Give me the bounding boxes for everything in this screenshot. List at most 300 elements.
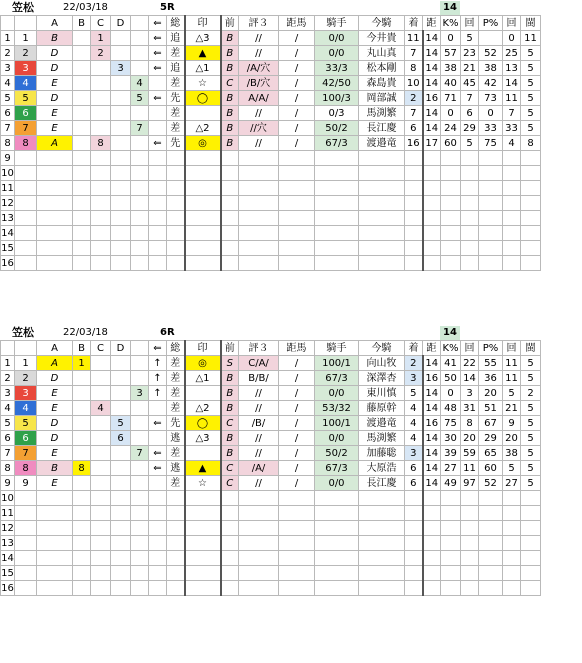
kai2-cell: 9 <box>503 416 521 431</box>
rank-a-cell: D <box>37 416 73 431</box>
jockey-stat-cell: 50/2 <box>315 446 359 461</box>
table-row[interactable] <box>1 551 541 566</box>
gate-number: 2 <box>15 46 37 61</box>
table-row[interactable] <box>1 386 541 401</box>
empty-cell <box>239 196 279 211</box>
rank-d-cell <box>111 356 131 371</box>
empty-cell <box>461 226 479 241</box>
header-cell: 距 <box>423 341 441 356</box>
jockey-name-cell: 岡部誠 <box>359 91 405 106</box>
interval-cell: 5 <box>521 476 541 491</box>
header-cell <box>131 341 149 356</box>
empty-cell <box>111 536 131 551</box>
p-percent-cell: 20 <box>479 386 503 401</box>
k-percent-cell: 0 <box>441 386 461 401</box>
row-number: 8 <box>1 136 15 151</box>
row-number: 8 <box>1 461 15 476</box>
header-row <box>1 341 541 356</box>
distance-horse-cell: / <box>279 106 315 121</box>
table-row[interactable] <box>1 446 541 461</box>
empty-cell <box>239 521 279 536</box>
p-percent-cell: 52 <box>479 476 503 491</box>
empty-cell <box>423 581 441 596</box>
rank-e-cell <box>131 416 149 431</box>
header-cell: C <box>91 341 111 356</box>
table-row[interactable] <box>1 256 541 271</box>
finish-cell: 8 <box>405 61 423 76</box>
distance-horse-cell: / <box>279 91 315 106</box>
interval-cell: 5 <box>521 91 541 106</box>
gate-number: 6 <box>15 431 37 446</box>
gate-number: 7 <box>15 121 37 136</box>
header-cell <box>131 16 149 31</box>
table-row[interactable] <box>1 581 541 596</box>
table-row[interactable] <box>1 416 541 431</box>
finish-cell: 3 <box>405 371 423 386</box>
rating-cell: //穴 <box>239 121 279 136</box>
jockey-name-cell: 馬渕繁 <box>359 106 405 121</box>
rating-cell: A/A/ <box>239 91 279 106</box>
empty-cell <box>73 256 91 271</box>
table-row[interactable] <box>1 566 541 581</box>
distance-cell: 14 <box>423 61 441 76</box>
kai-cell: 3 <box>461 386 479 401</box>
empty-cell <box>423 241 441 256</box>
empty-cell <box>167 536 185 551</box>
kai-cell: 11 <box>461 461 479 476</box>
empty-cell <box>131 226 149 241</box>
empty-cell <box>441 226 461 241</box>
prev-grade-cell: S <box>221 356 239 371</box>
empty-cell <box>279 226 315 241</box>
empty-cell <box>15 521 37 536</box>
distance-cell: 14 <box>423 31 441 46</box>
empty-cell <box>185 506 221 521</box>
rank-a-cell: A <box>37 136 73 151</box>
header-cell: 総 <box>167 16 185 31</box>
empty-cell <box>279 551 315 566</box>
distance-cell: 16 <box>423 371 441 386</box>
row-number: 3 <box>1 386 15 401</box>
empty-cell <box>167 196 185 211</box>
empty-cell <box>131 241 149 256</box>
empty-cell <box>423 226 441 241</box>
empty-cell <box>359 241 405 256</box>
finish-cell: 5 <box>405 386 423 401</box>
table-row[interactable] <box>1 181 541 196</box>
header-cell: 今騎 <box>359 341 405 356</box>
table-row[interactable] <box>1 461 541 476</box>
empty-cell <box>405 521 423 536</box>
empty-cell <box>185 521 221 536</box>
empty-cell <box>149 196 167 211</box>
empty-cell <box>15 551 37 566</box>
empty-cell <box>37 551 73 566</box>
table-row[interactable] <box>1 61 541 76</box>
empty-cell <box>503 506 521 521</box>
p-percent-cell: 75 <box>479 136 503 151</box>
empty-cell <box>521 196 541 211</box>
empty-cell <box>279 166 315 181</box>
empty-cell <box>359 536 405 551</box>
rank-b-cell <box>73 76 91 91</box>
header-cell: 回 <box>503 16 521 31</box>
distance-horse-cell: / <box>279 371 315 386</box>
empty-cell <box>37 566 73 581</box>
table-row[interactable] <box>1 31 541 46</box>
rank-c-cell <box>91 386 111 401</box>
kai2-cell: 5 <box>503 386 521 401</box>
header-cell: 閩 <box>521 341 541 356</box>
empty-cell <box>521 506 541 521</box>
empty-cell <box>503 521 521 536</box>
style-cell: 追 <box>167 61 185 76</box>
style-cell: 先 <box>167 136 185 151</box>
arrow-cell: ⇐ <box>149 461 167 476</box>
kai-cell: 59 <box>461 446 479 461</box>
row-number: 4 <box>1 401 15 416</box>
row-number: 6 <box>1 106 15 121</box>
empty-cell <box>73 581 91 596</box>
rank-d-cell <box>111 136 131 151</box>
table-row[interactable] <box>1 121 541 136</box>
table-row[interactable] <box>1 196 541 211</box>
empty-cell <box>503 536 521 551</box>
p-percent-cell: 60 <box>479 461 503 476</box>
kai-cell: 97 <box>461 476 479 491</box>
empty-cell <box>521 181 541 196</box>
rank-d-cell <box>111 46 131 61</box>
rank-d-cell <box>111 386 131 401</box>
empty-cell <box>91 196 111 211</box>
table-row[interactable] <box>1 491 541 506</box>
rating-cell: /B/穴 <box>239 76 279 91</box>
empty-cell <box>111 211 131 226</box>
empty-cell <box>91 166 111 181</box>
empty-cell <box>91 241 111 256</box>
finish-cell: 7 <box>405 46 423 61</box>
row-number: 11 <box>1 507 14 519</box>
table-row[interactable] <box>1 431 541 446</box>
interval-cell: 5 <box>521 416 541 431</box>
race-date: 22/03/18 <box>63 2 108 13</box>
table-row[interactable] <box>1 76 541 91</box>
kai-cell: 21 <box>461 61 479 76</box>
kai2-cell: 25 <box>503 46 521 61</box>
arrow-cell <box>149 106 167 121</box>
header-cell: 騎手 <box>315 341 359 356</box>
arrow-cell: ⇐ <box>149 61 167 76</box>
kai2-cell: 11 <box>503 371 521 386</box>
empty-cell <box>479 241 503 256</box>
empty-cell <box>15 491 37 506</box>
rank-d-cell <box>111 106 131 121</box>
arrow-cell: ⇐ <box>149 46 167 61</box>
empty-cell <box>37 491 73 506</box>
rank-b-cell <box>73 136 91 151</box>
empty-cell <box>37 166 73 181</box>
empty-cell <box>239 166 279 181</box>
empty-cell <box>221 166 239 181</box>
empty-cell <box>315 181 359 196</box>
empty-cell <box>503 196 521 211</box>
empty-cell <box>441 551 461 566</box>
rank-d-cell <box>111 446 131 461</box>
empty-cell <box>149 521 167 536</box>
empty-cell <box>315 256 359 271</box>
row-number: 14 <box>1 227 14 239</box>
rank-a-cell: D <box>37 46 73 61</box>
rank-a-cell: D <box>37 91 73 106</box>
finish-cell: 7 <box>405 106 423 121</box>
mark-cell: △2 <box>185 401 221 416</box>
p-percent-cell: 65 <box>479 446 503 461</box>
rank-e-cell <box>131 31 149 46</box>
rank-c-cell <box>91 461 111 476</box>
jockey-name-cell: 藤原幹 <box>359 401 405 416</box>
empty-cell <box>37 536 73 551</box>
empty-cell <box>521 491 541 506</box>
empty-cell <box>73 181 91 196</box>
table-row[interactable] <box>1 506 541 521</box>
empty-cell <box>15 151 37 166</box>
jockey-name-cell: 深澤杏 <box>359 371 405 386</box>
empty-cell <box>131 211 149 226</box>
header-cell: 回 <box>461 341 479 356</box>
empty-cell <box>91 226 111 241</box>
kai2-cell: 4 <box>503 136 521 151</box>
empty-cell <box>359 151 405 166</box>
prev-grade-cell: B <box>221 401 239 416</box>
rank-c-cell <box>91 76 111 91</box>
jockey-name-cell: 松本剛 <box>359 61 405 76</box>
distance-cell: 14 <box>423 461 441 476</box>
empty-cell <box>15 581 37 596</box>
empty-cell <box>423 551 441 566</box>
jockey-name-cell: 加藤聡 <box>359 446 405 461</box>
table-row[interactable] <box>1 91 541 106</box>
rank-e-cell <box>131 401 149 416</box>
table-row[interactable] <box>1 166 541 181</box>
kai-cell: 5 <box>461 31 479 46</box>
empty-cell <box>461 506 479 521</box>
k-percent-cell: 49 <box>441 476 461 491</box>
k-percent-cell: 0 <box>441 106 461 121</box>
empty-cell <box>73 211 91 226</box>
row-number: 10 <box>1 167 14 179</box>
jockey-stat-cell: 100/3 <box>315 91 359 106</box>
empty-cell <box>405 536 423 551</box>
finish-cell: 4 <box>405 416 423 431</box>
jockey-stat-cell: 67/3 <box>315 371 359 386</box>
empty-cell <box>279 581 315 596</box>
p-percent-cell: 51 <box>479 401 503 416</box>
distance-horse-cell: / <box>279 416 315 431</box>
rank-b-cell <box>73 401 91 416</box>
header-cell: D <box>111 16 131 31</box>
empty-cell <box>37 151 73 166</box>
empty-cell <box>521 256 541 271</box>
empty-cell <box>359 581 405 596</box>
empty-cell <box>185 166 221 181</box>
empty-cell <box>185 581 221 596</box>
empty-cell <box>503 551 521 566</box>
kai-cell: 20 <box>461 431 479 446</box>
arrow-cell <box>149 431 167 446</box>
jockey-stat-cell: 42/50 <box>315 76 359 91</box>
empty-cell <box>91 536 111 551</box>
rank-b-cell <box>73 431 91 446</box>
empty-cell <box>461 566 479 581</box>
p-percent-cell: 67 <box>479 416 503 431</box>
distance-horse-cell: / <box>279 476 315 491</box>
empty-cell <box>73 491 91 506</box>
arrow-cell <box>149 76 167 91</box>
empty-cell <box>167 241 185 256</box>
interval-cell: 5 <box>521 371 541 386</box>
empty-cell <box>315 506 359 521</box>
mark-cell: ☆ <box>185 76 221 91</box>
rank-c-cell <box>91 446 111 461</box>
empty-cell <box>405 166 423 181</box>
empty-cell <box>503 581 521 596</box>
empty-cell <box>167 211 185 226</box>
empty-cell <box>149 581 167 596</box>
gate-number: 8 <box>15 136 37 151</box>
prev-grade-cell: C <box>221 461 239 476</box>
empty-cell <box>15 566 37 581</box>
distance-horse-cell: / <box>279 431 315 446</box>
arrow-cell <box>149 401 167 416</box>
empty-cell <box>315 196 359 211</box>
table-row[interactable] <box>1 356 541 371</box>
empty-cell <box>461 166 479 181</box>
mark-cell <box>185 106 221 121</box>
empty-cell <box>479 211 503 226</box>
empty-cell <box>73 551 91 566</box>
distance-cell: 16 <box>423 91 441 106</box>
rank-b-cell <box>73 106 91 121</box>
rank-a-cell: B <box>37 31 73 46</box>
header-cell: 騎手 <box>315 16 359 31</box>
rank-e-cell <box>131 476 149 491</box>
rank-b-cell <box>73 91 91 106</box>
table-row[interactable] <box>1 151 541 166</box>
empty-cell <box>73 196 91 211</box>
jockey-stat-cell: 67/3 <box>315 461 359 476</box>
field-count: 14 <box>440 1 460 15</box>
row-number: 15 <box>1 567 14 579</box>
arrow-cell: ⇐ <box>149 446 167 461</box>
empty-cell <box>91 491 111 506</box>
finish-cell: 3 <box>405 446 423 461</box>
distance-cell: 14 <box>423 476 441 491</box>
gate-number: 9 <box>15 476 37 491</box>
empty-cell <box>521 241 541 256</box>
kai2-cell: 11 <box>503 91 521 106</box>
header-cell: K% <box>442 17 459 29</box>
empty-cell <box>185 181 221 196</box>
k-percent-cell: 41 <box>441 356 461 371</box>
distance-cell: 14 <box>423 446 441 461</box>
empty-cell <box>359 211 405 226</box>
empty-cell <box>423 256 441 271</box>
prev-grade-cell: B <box>221 121 239 136</box>
empty-cell <box>37 521 73 536</box>
empty-cell <box>91 551 111 566</box>
rank-b-cell: 1 <box>73 356 91 371</box>
empty-cell <box>441 506 461 521</box>
gate-number: 3 <box>15 386 37 401</box>
kai-cell: 7 <box>461 91 479 106</box>
rank-c-cell: 2 <box>91 46 111 61</box>
empty-cell <box>73 506 91 521</box>
empty-cell <box>167 551 185 566</box>
rank-e-cell <box>131 106 149 121</box>
empty-cell <box>239 491 279 506</box>
table-row[interactable] <box>1 371 541 386</box>
empty-cell <box>221 196 239 211</box>
jockey-name-cell: 馬渕繁 <box>359 431 405 446</box>
finish-cell: 11 <box>405 31 423 46</box>
interval-cell: 5 <box>521 121 541 136</box>
k-percent-cell: 50 <box>441 371 461 386</box>
empty-cell <box>239 506 279 521</box>
table-row[interactable] <box>1 136 541 151</box>
rank-d-cell <box>111 91 131 106</box>
table-row[interactable] <box>1 106 541 121</box>
empty-cell <box>149 256 167 271</box>
race-5r-table <box>0 15 541 271</box>
jockey-stat-cell: 67/3 <box>315 136 359 151</box>
empty-cell <box>111 226 131 241</box>
empty-cell <box>111 581 131 596</box>
table-row[interactable] <box>1 476 541 491</box>
header-cell: 総 <box>167 341 185 356</box>
table-row[interactable] <box>1 521 541 536</box>
table-row[interactable] <box>1 46 541 61</box>
prev-grade-cell: B <box>221 31 239 46</box>
table-row[interactable] <box>1 211 541 226</box>
table-row[interactable] <box>1 401 541 416</box>
table-row[interactable] <box>1 241 541 256</box>
empty-cell <box>91 506 111 521</box>
k-percent-cell: 57 <box>441 46 461 61</box>
rank-a-cell: B <box>37 461 73 476</box>
rank-c-cell <box>91 476 111 491</box>
header-cell: 回 <box>461 16 479 31</box>
arrow-cell: ⇐ <box>149 416 167 431</box>
jockey-name-cell: 長江慶 <box>359 476 405 491</box>
empty-cell <box>315 566 359 581</box>
k-percent-cell: 40 <box>441 76 461 91</box>
style-cell: 差 <box>167 386 185 401</box>
mark-cell: ◯ <box>185 91 221 106</box>
empty-cell <box>167 581 185 596</box>
empty-cell <box>423 151 441 166</box>
kai-cell: 45 <box>461 76 479 91</box>
rank-d-cell <box>111 31 131 46</box>
k-percent-cell: 48 <box>441 401 461 416</box>
table-row[interactable] <box>1 536 541 551</box>
empty-cell <box>441 196 461 211</box>
finish-cell: 10 <box>405 76 423 91</box>
empty-cell <box>221 211 239 226</box>
header-cell <box>1 341 15 356</box>
table-row[interactable] <box>1 226 541 241</box>
empty-cell <box>221 256 239 271</box>
empty-cell <box>73 566 91 581</box>
